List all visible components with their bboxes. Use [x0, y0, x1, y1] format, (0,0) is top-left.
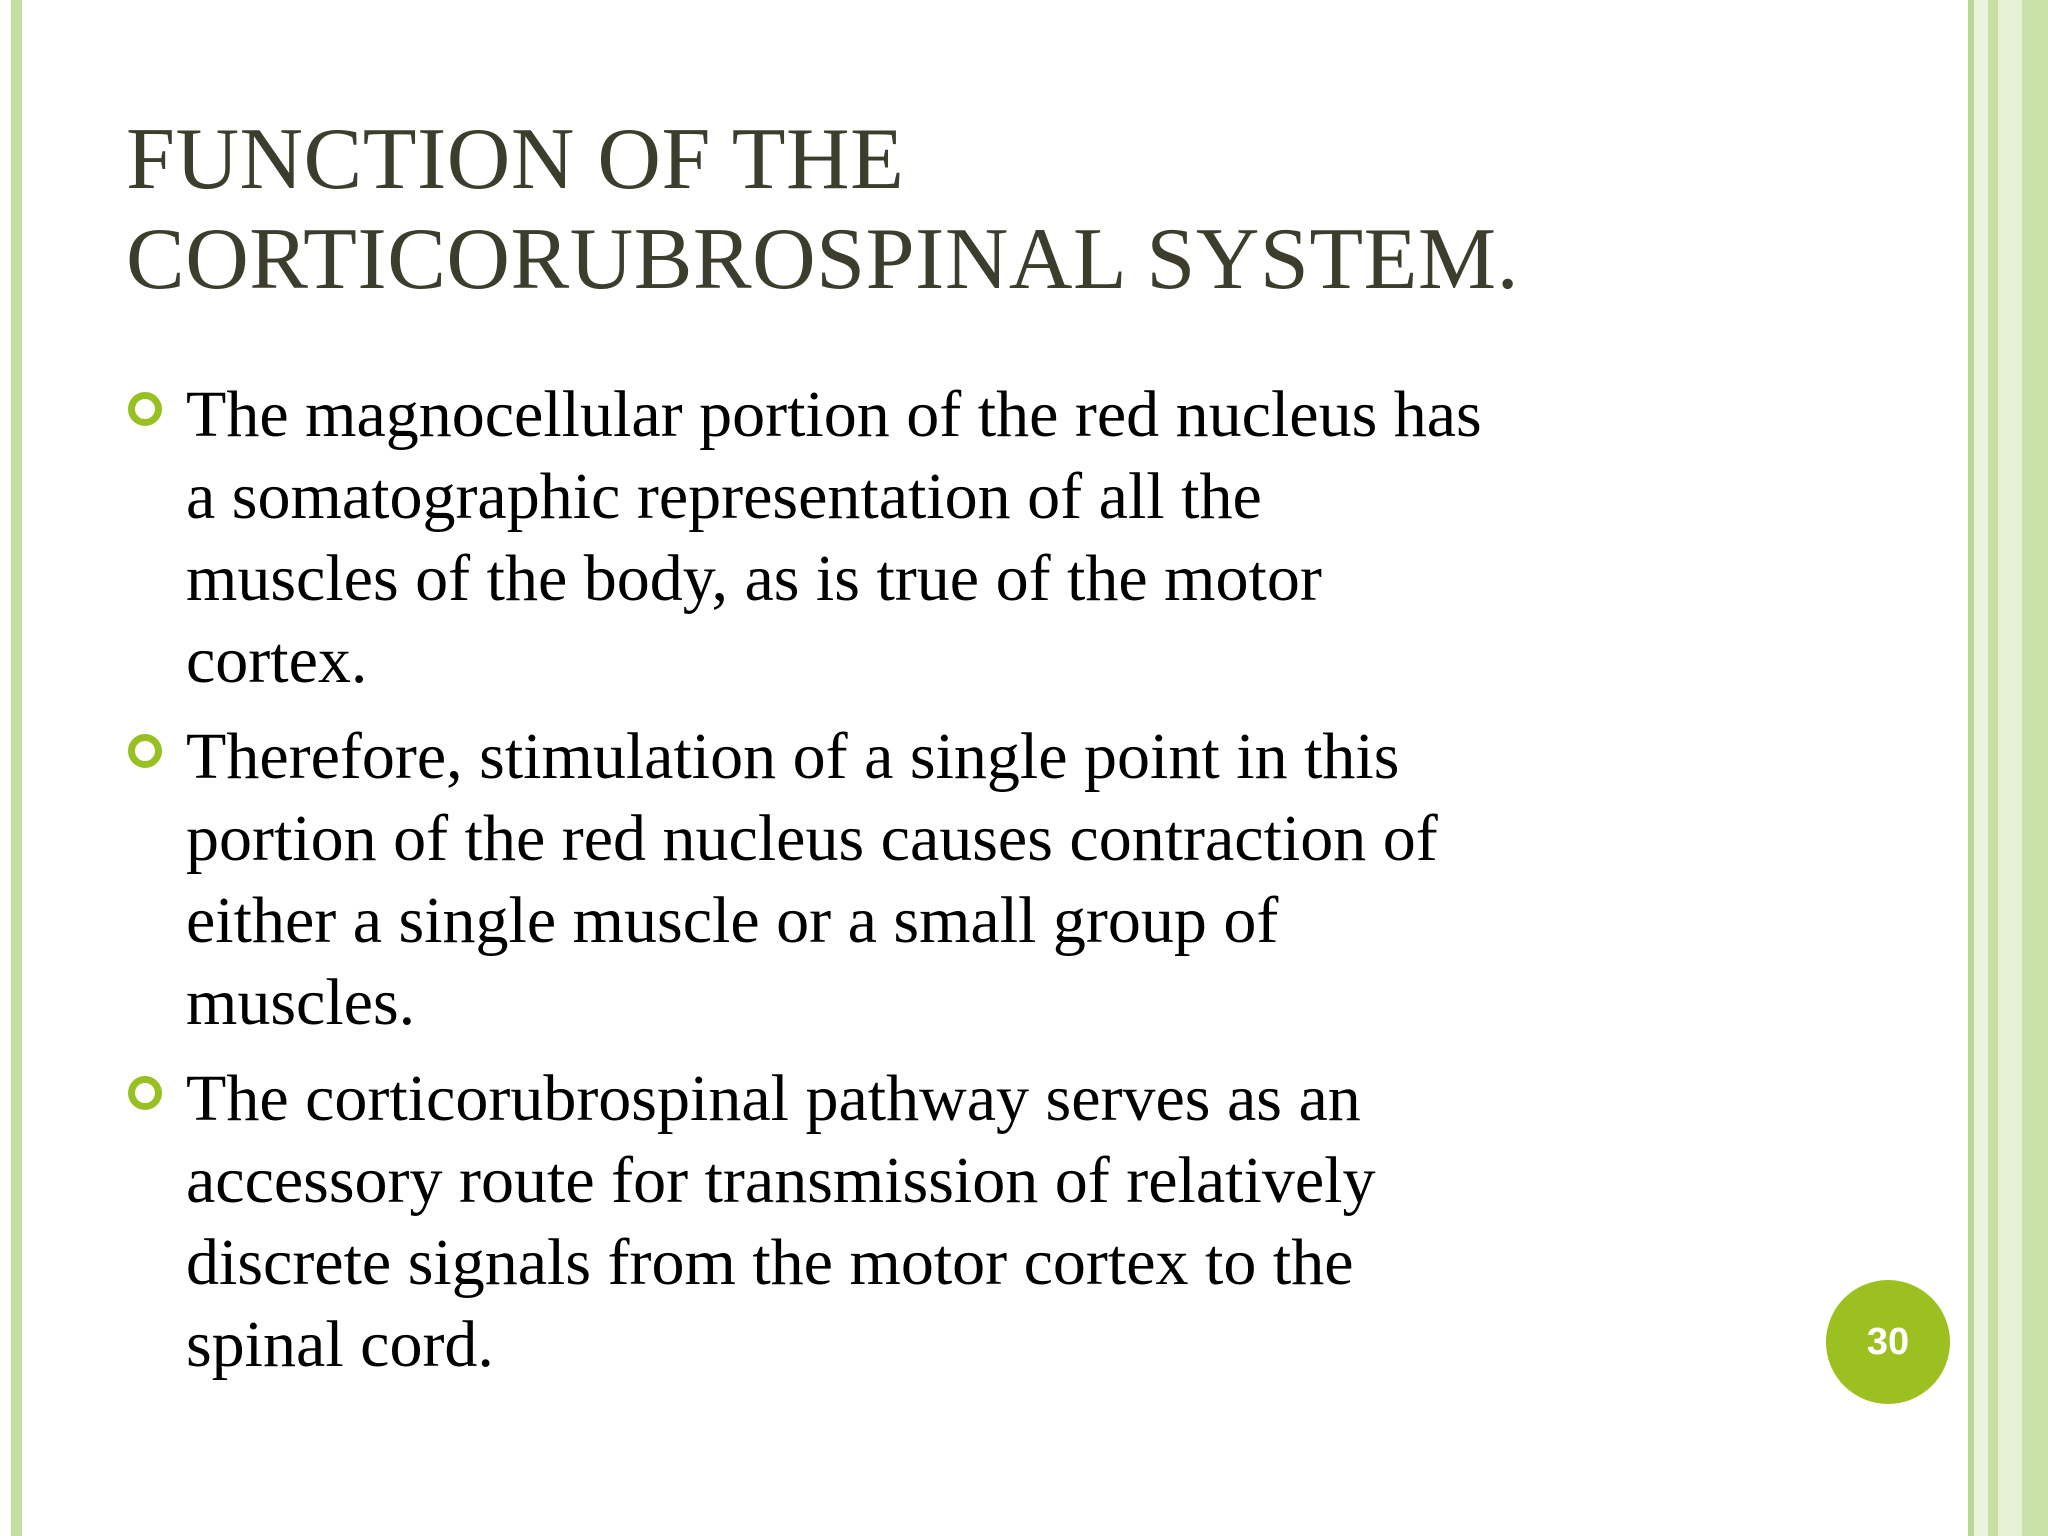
bullet-line: portion of the red nucleus causes contraction of [186, 802, 1438, 875]
bullet-line: either a single muscle or a small group of [186, 884, 1279, 957]
bullet-line: The corticorubrospinal pathway serves as an [186, 1062, 1361, 1135]
bullet-item [126, 1058, 1766, 1386]
bullet-text [186, 374, 1766, 702]
right-border-stripes [1968, 0, 2048, 1536]
slide-title-line: CORTICORUBROSPINAL SYSTEM. [126, 211, 1520, 308]
ring-bullet-icon [128, 734, 162, 768]
ring-bullet-icon [128, 392, 162, 426]
slide-title-line: FUNCTION OF THE [126, 111, 905, 208]
bullet-text [186, 716, 1766, 1044]
bullet-item [126, 716, 1766, 1044]
bullet-item [126, 374, 1766, 702]
bullet-line: Therefore, stimulation of a single point in this [186, 720, 1400, 793]
left-border-stripe [11, 0, 22, 1536]
bullet-line: discrete signals from the motor cortex to the [186, 1226, 1354, 1299]
bullet-line: muscles of the body, as is true of the motor [186, 542, 1322, 615]
ring-bullet-icon [128, 1076, 162, 1110]
bullet-line: a somatographic representation of all the [186, 460, 1262, 533]
bullet-line: accessory route for transmission of relatively [186, 1144, 1376, 1217]
bullet-text [186, 1058, 1766, 1386]
page-number-badge: 30 [1826, 1280, 1950, 1404]
bullet-line: cortex. [186, 624, 368, 697]
bullet-line: The magnocellular portion of the red nucleus has [186, 378, 1482, 451]
bullet-list [126, 374, 1766, 1400]
bullet-line: spinal cord. [186, 1308, 494, 1381]
bullet-line: muscles. [186, 966, 416, 1039]
slide-title [126, 110, 1826, 310]
